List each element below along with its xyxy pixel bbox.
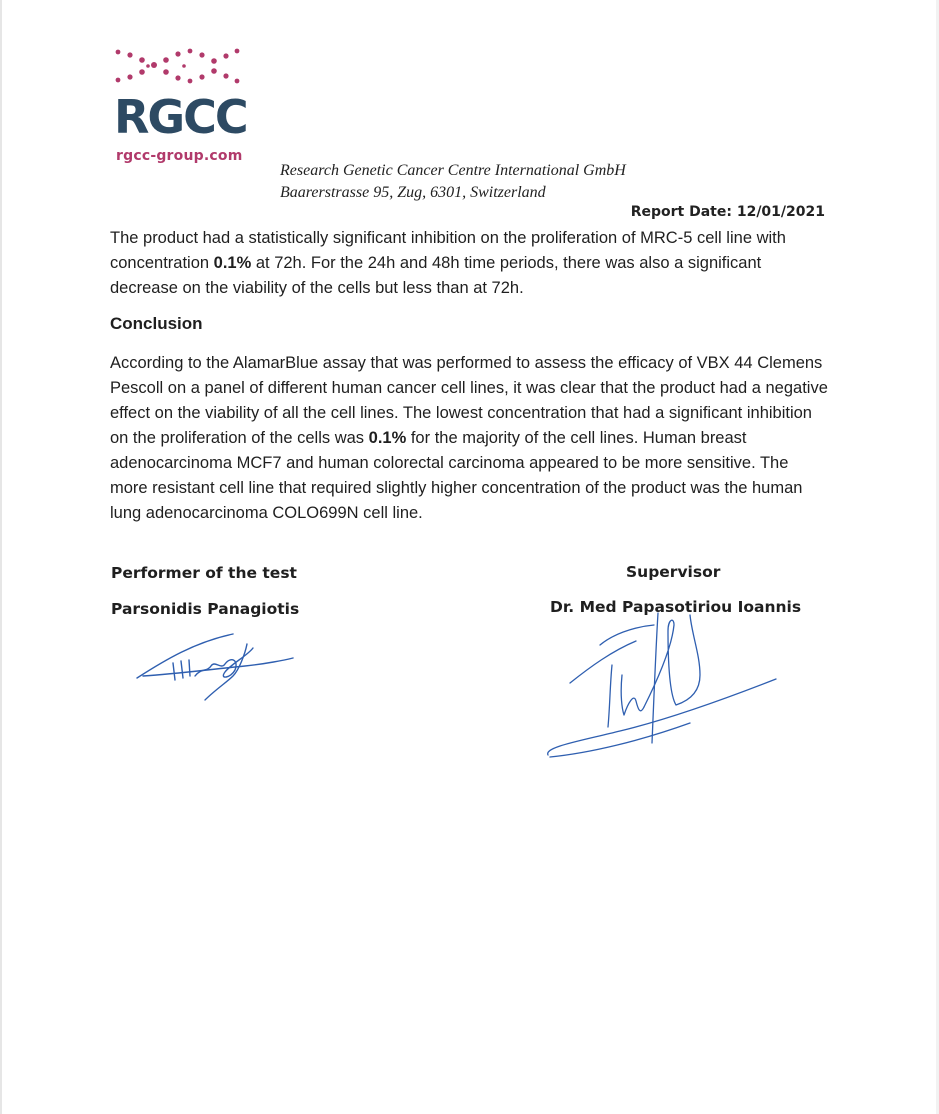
performer-signature xyxy=(135,630,295,705)
conclusion-concentration: 0.1% xyxy=(368,429,407,447)
results-paragraph xyxy=(110,226,830,301)
logo-wordmark: RGCC xyxy=(114,90,247,144)
performer-title: Performer of the test xyxy=(111,564,297,582)
results-text-a: The product had a statistically significant inhibition on the proliferation of MRC-5 cell line with concentration xyxy=(110,229,786,272)
rgcc-logo xyxy=(110,46,260,166)
results-text-c: at 72h. For the 24h and 48h time periods, there was also a significant decrease on the viability of the cells but less than at 72h. xyxy=(110,254,762,297)
dna-dots-icon xyxy=(112,46,242,86)
conclusion-text-c: for the majority of the cell lines. Human breast adenocarcinoma MCF7 and human colorectal carcinoma appeared to be more sensitive. The more resistant cell line that required slightly higher concentration of the product was the human lung adenocarcinoma COLO699N cell line. xyxy=(110,429,803,522)
company-address xyxy=(280,160,626,204)
supervisor-signature xyxy=(540,605,785,770)
page-edge xyxy=(0,0,2,1114)
logo-url: rgcc-group.com xyxy=(116,148,243,164)
company-name: Research Genetic Cancer Centre International GmbH xyxy=(280,162,626,179)
report-date: Report Date: 12/01/2021 xyxy=(630,204,825,220)
supervisor-title: Supervisor xyxy=(626,563,721,581)
conclusion-text-a: According to the AlamarBlue assay that was performed to assess the efficacy of VBX 44 Clemens Pescoll on a panel of different human cancer cell lines, it was clear that the product had a negative effect on the viability of all the cell lines. The lowest concentration that had a significant inhibition on the proliferation of the cells was xyxy=(110,354,828,447)
supervisor-name: Dr. Med Papasotiriou Ioannis xyxy=(550,598,802,616)
conclusion-heading: Conclusion xyxy=(110,314,203,333)
street-address: Baarerstrasse 95, Zug, 6301, Switzerland xyxy=(280,184,546,201)
performer-name: Parsonidis Panagiotis xyxy=(111,600,300,618)
results-concentration: 0.1% xyxy=(213,254,252,272)
conclusion-paragraph xyxy=(110,351,830,526)
